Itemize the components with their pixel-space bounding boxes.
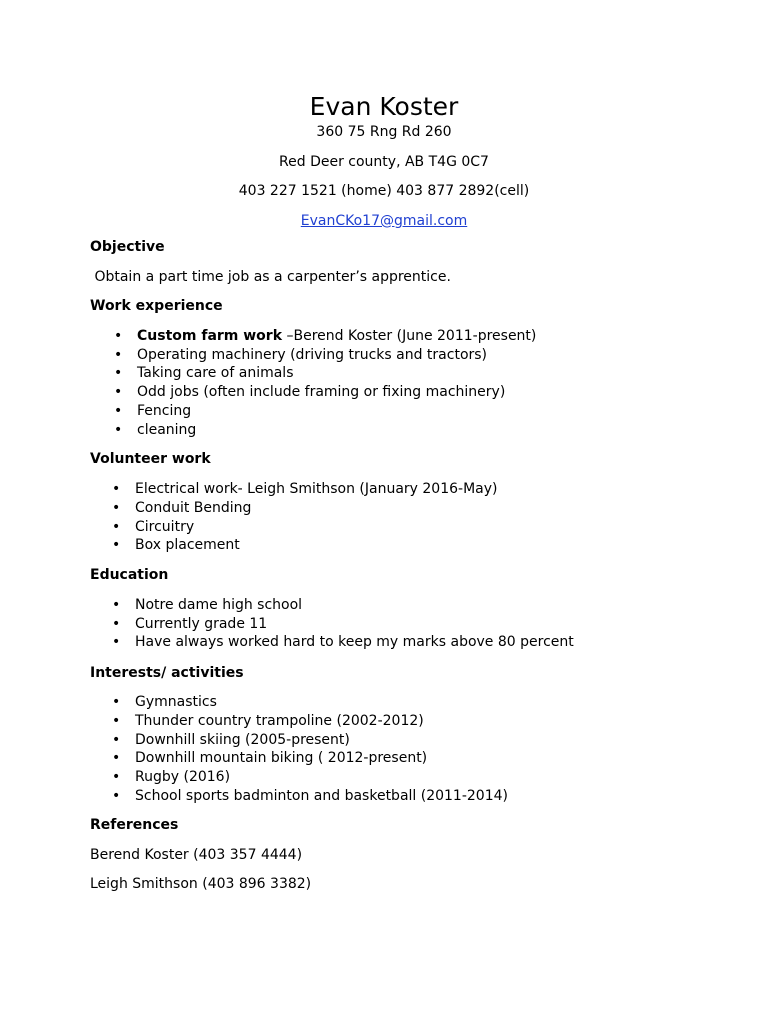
bullet-icon: • — [112, 750, 121, 767]
list-item — [90, 536, 710, 555]
list-item-text: Downhill skiing (2005-present) — [135, 731, 350, 748]
bullet-icon: • — [112, 731, 121, 748]
list-item-text: Fencing — [137, 402, 192, 419]
resume-header — [0, 92, 768, 230]
resume-body — [90, 238, 710, 893]
list-item-text: Electrical work- Leigh Smithson (January 2016-May) — [135, 481, 498, 498]
list-item — [90, 596, 710, 615]
work-experience-heading: Work experience — [90, 298, 223, 314]
list-item-text: Rugby (2016) — [135, 768, 231, 785]
bullet-icon: • — [112, 499, 121, 516]
list-item-text: Currently grade 11 — [135, 615, 268, 632]
list-item-text: Notre dame high school — [135, 597, 303, 614]
bullet-icon: • — [114, 421, 123, 438]
reference-item: Leigh Smithson (403 896 3382) — [90, 876, 312, 893]
list-item — [90, 402, 710, 421]
email-link[interactable]: EvanCKo17@gmail.com — [300, 213, 468, 229]
list-item — [90, 327, 710, 346]
education-list — [90, 596, 710, 652]
list-item-text: Box placement — [135, 537, 240, 554]
reference-item: Berend Koster (403 357 4444) — [90, 847, 303, 864]
work-experience-list — [90, 327, 710, 439]
list-item-text: School sports badminton and basketball (2011-2014) — [135, 787, 508, 804]
references-heading: References — [90, 817, 179, 834]
bullet-icon: • — [112, 615, 121, 632]
bullet-icon: • — [112, 481, 121, 498]
bullet-icon: • — [112, 694, 121, 711]
interests-list — [90, 693, 710, 805]
list-item — [90, 768, 710, 787]
bullet-icon: • — [112, 634, 121, 651]
bullet-icon: • — [114, 346, 123, 363]
bullet-icon: • — [112, 712, 121, 729]
list-item — [90, 480, 710, 499]
bullet-icon: • — [114, 365, 123, 382]
list-item — [90, 712, 710, 731]
bullet-icon: • — [112, 768, 121, 785]
education-heading: Education — [90, 567, 169, 584]
bullet-icon: • — [114, 402, 123, 419]
list-item — [90, 346, 710, 365]
list-item — [90, 518, 710, 537]
list-item-text: Downhill mountain biking ( 2012-present) — [135, 750, 428, 767]
interests-heading: Interests/ activities — [90, 665, 244, 682]
applicant-name: Evan Koster — [309, 92, 459, 121]
bullet-icon: • — [112, 597, 121, 614]
list-item-text: Odd jobs (often include framing or fixing machinery) — [137, 384, 506, 401]
bullet-icon: • — [112, 787, 121, 804]
phone-numbers: 403 227 1521 (home) 403 877 2892(cell) — [238, 183, 530, 199]
bullet-icon: • — [114, 384, 123, 401]
address-line-2: Red Deer county, AB T4G 0C7 — [279, 154, 489, 170]
volunteer-work-list — [90, 480, 710, 555]
objective-heading: Objective — [90, 239, 165, 255]
list-item — [90, 499, 710, 518]
bullet-icon: • — [112, 518, 121, 535]
list-item — [90, 693, 710, 712]
address-line-1: 360 75 Rng Rd 260 — [316, 124, 452, 140]
list-item-text: Operating machinery (driving trucks and tractors) — [137, 346, 488, 363]
email-line — [0, 212, 768, 230]
list-item — [90, 749, 710, 768]
list-item — [90, 383, 710, 402]
list-item-text: cleaning — [137, 421, 197, 438]
bullet-icon: • — [114, 328, 123, 344]
bullet-icon: • — [112, 537, 121, 554]
list-item-text: Taking care of animals — [137, 365, 294, 382]
volunteer-work-heading: Volunteer work — [90, 451, 211, 468]
list-item-text: Conduit Bending — [135, 499, 252, 516]
list-item — [90, 787, 710, 806]
list-item — [90, 364, 710, 383]
job-title: Custom farm work — [137, 328, 283, 344]
list-item — [90, 731, 710, 750]
list-item-text: Circuitry — [135, 518, 195, 535]
list-item — [90, 615, 710, 634]
list-item-text: Have always worked hard to keep my marks above 80 percent — [135, 634, 574, 651]
job-detail: –Berend Koster (June 2011-present) — [282, 328, 537, 344]
list-item-text: Thunder country trampoline (2002-2012) — [135, 712, 424, 729]
objective-text: Obtain a part time job as a carpenter’s apprentice. — [90, 269, 451, 285]
list-item-text: Gymnastics — [135, 694, 217, 711]
list-item — [90, 633, 710, 652]
list-item — [90, 421, 710, 440]
